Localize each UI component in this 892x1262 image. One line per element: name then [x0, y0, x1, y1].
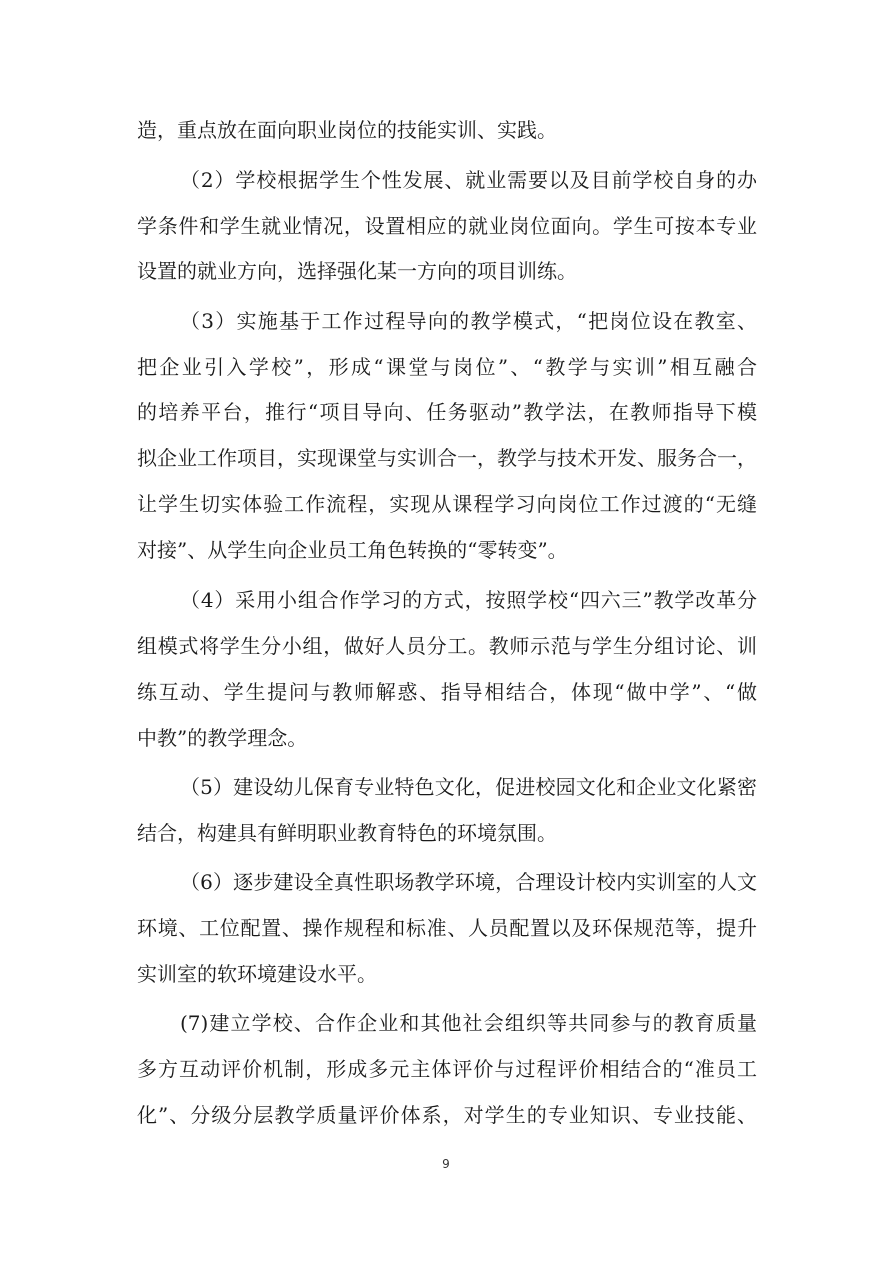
paragraph-7-line-2: 多方互动评价机制，形成多元主体评价与过程评价相结合的“准员工	[137, 1057, 757, 1081]
paragraph-3-line-5: 让学生切实体验工作流程，实现从课程学习向岗位工作过渡的“无缝	[137, 492, 757, 516]
paragraph-1-line-1: 造，重点放在面向职业岗位的技能实训、实践。	[137, 118, 557, 142]
paragraph-6-line-1: （6）逐步建设全真性职场教学环境，合理设计校内实训室的人文	[180, 870, 757, 894]
paragraph-4-line-2: 组模式将学生分小组，做好人员分工。教师示范与学生分组讨论、训	[137, 634, 757, 658]
paragraph-2-line-2: 学条件和学生就业情况，设置相应的就业岗位面向。学生可按本专业	[137, 214, 757, 238]
paragraph-4-line-3: 练互动、学生提问与教师解惑、指导相结合，体现“做中学”、“做	[137, 680, 757, 704]
paragraph-2-line-3: 设置的就业方向，选择强化某一方向的项目训练。	[137, 259, 577, 283]
paragraph-7-line-3: 化”、分级分层教学质量评价体系，对学生的专业知识、专业技能、	[137, 1103, 757, 1127]
page-number: 9	[442, 1157, 450, 1171]
paragraph-3-line-3: 的培养平台，推行“项目导向、任务驱动”教学法，在教师指导下模	[137, 400, 757, 424]
paragraph-6-line-3: 实训室的软环境建设水平。	[137, 962, 377, 986]
paragraph-2-line-1: （2）学校根据学生个性发展、就业需要以及目前学校自身的办	[180, 168, 757, 192]
paragraph-4-line-4: 中教”的教学理念。	[137, 726, 308, 750]
paragraph-5-line-2: 结合，构建具有鲜明职业教育特色的环境氛围。	[137, 821, 557, 845]
paragraph-3-line-6: 对接”、从学生向企业员工角色转换的“零转变”。	[137, 538, 568, 562]
paragraph-6-line-2: 环境、工位配置、操作规程和标准、人员配置以及环保规范等，提升	[137, 916, 757, 940]
paragraph-3-line-1: （3）实施基于工作过程导向的教学模式，“把岗位设在教室、	[180, 309, 757, 333]
paragraph-7-line-1: (7)建立学校、合作企业和其他社会组织等共同参与的教育质量	[180, 1011, 757, 1035]
paragraph-3-line-4: 拟企业工作项目，实现课堂与实训合一，教学与技术开发、服务合一，	[137, 446, 757, 470]
paragraph-3-line-2: 把企业引入学校”，形成“课堂与岗位”、“教学与实训”相互融合	[137, 355, 757, 379]
paragraph-4-line-1: （4）采用小组合作学习的方式，按照学校“四六三”教学改革分	[180, 588, 757, 612]
paragraph-5-line-1: （5）建设幼儿保育专业特色文化，促进校园文化和企业文化紧密	[180, 775, 757, 799]
